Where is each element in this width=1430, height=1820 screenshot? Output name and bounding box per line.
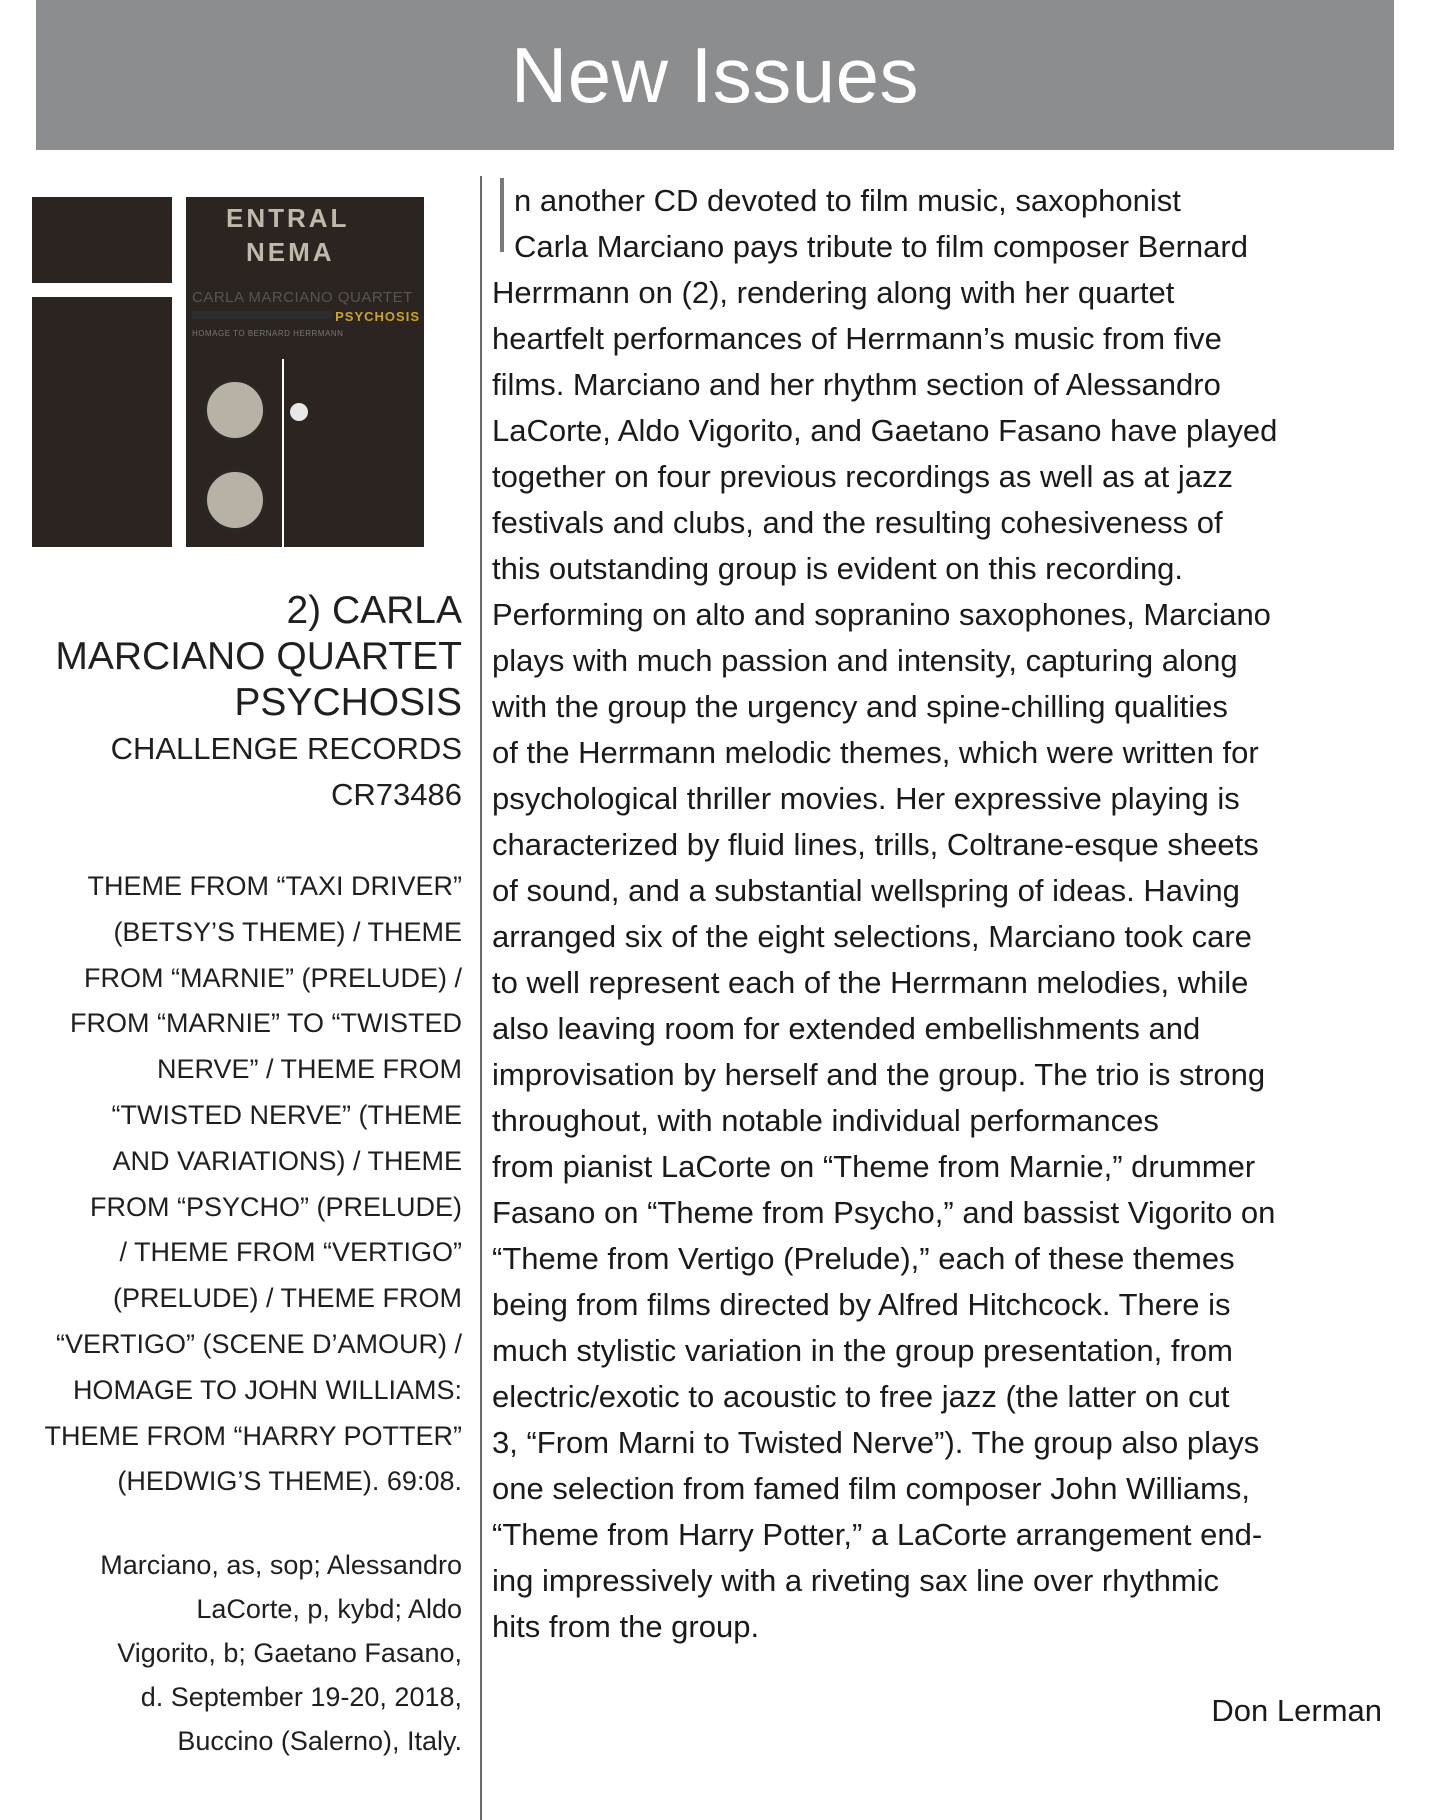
review-line: Fasano on “Theme from Psycho,” and bassist Vigorito on [492, 1195, 1276, 1230]
review-line: films. Marciano and her rhythm section of Alessandro [492, 367, 1221, 402]
column-divider [480, 176, 482, 1820]
review-line: psychological thriller movies. Her expressive playing is [492, 781, 1240, 816]
cover-title-block [186, 283, 424, 359]
cover-cinema-sign-image [186, 197, 424, 283]
review-line: ing impressively with a riveting sax line over rhythmic [492, 1563, 1220, 1598]
page-header [36, 0, 1394, 150]
review-line: “Theme from Harry Potter,” a LaCorte arrangement end- [492, 1517, 1263, 1552]
review-line: being from films directed by Alfred Hitchcock. There is [492, 1287, 1231, 1322]
review-line: one selection from famed film composer John Williams, [492, 1471, 1251, 1506]
review-line: 3, “From Marni to Twisted Nerve”). The group also plays [492, 1425, 1260, 1460]
personnel: Marciano, as, sop; Alessandro LaCorte, p, kybd; Aldo Vigorito, b; Gaetano Fasano, d. September 19-20, 2018, Buccino (Salerno), Italy. [100, 1550, 462, 1756]
review-line: plays with much passion and intensity, capturing along [492, 643, 1238, 678]
review-line: “Theme from Vertigo (Prelude),” each of these themes [492, 1241, 1235, 1276]
track-list: THEME FROM “TAXI DRIVER” (BETSY’S THEME) / THEME FROM “MARNIE” (PRELUDE) / FROM “MARNIE” TO “TWISTED NERVE” / THEME FROM “TWISTED NERVE” (THEME AND VARIATIONS) / THEME FROM “PSYCHO” (PRELUDE) / THEME FROM “VERTIGO” (PRELUDE) / THEME FROM “VERTIGO” (SCENE D’AMOUR) / HOMAGE TO JOHN WILLIAMS: THEME FROM “HARRY POTTER” (HEDWIG’S THEME). 69:08. [44, 871, 462, 1497]
cover-neon-sign: ENTRAL NEMA [226, 203, 350, 267]
review-line: with the group the urgency and spine-chilling qualities [492, 689, 1228, 724]
review-line: this outstanding group is evident on this recording. [492, 551, 1184, 586]
review-line: Carla Marciano pays tribute to film composer Bernard [514, 229, 1248, 264]
review-line: to well represent each of the Herrmann melodies, while [492, 965, 1249, 1000]
review-line: much stylistic variation in the group presentation, from [492, 1333, 1233, 1368]
review-line: together on four previous recordings as well as at jazz [492, 459, 1233, 494]
review-line: festivals and clubs, and the resulting cohesiveness of [492, 505, 1223, 540]
page-title: New Issues [510, 31, 920, 119]
album-cover [28, 197, 428, 547]
review-line: arranged six of the eight selections, Marciano took care [492, 919, 1252, 954]
label-logo-icon [290, 403, 308, 421]
review-author: Don Lerman [1211, 1693, 1382, 1728]
tape-reel-icon [204, 379, 266, 441]
review-line: hits from the group. [492, 1609, 760, 1644]
review-line: LaCorte, Aldo Vigorito, and Gaetano Fasano have played [492, 413, 1278, 448]
review-line: from pianist LaCorte on “Theme from Marnie,” drummer [492, 1149, 1256, 1184]
cover-city-lights-image [32, 197, 172, 283]
record-label: CHALLENGE RECORDS CR73486 [110, 731, 462, 812]
review-body [492, 178, 1392, 1650]
review-line: of sound, and a substantial wellspring of ideas. Having [492, 873, 1240, 908]
review-line: n another CD devoted to film music, saxophonist [514, 183, 1181, 218]
review-line: heartfelt performances of Herrmann’s music from five [492, 321, 1222, 356]
review-line: characterized by fluid lines, trills, Coltrane-esque sheets [492, 827, 1259, 862]
review-line: also leaving room for extended embellishments and [492, 1011, 1201, 1046]
review-line: improvisation by herself and the group. The trio is strong [492, 1057, 1266, 1092]
tape-reel-icon [204, 469, 266, 531]
cover-saxophonist-image [32, 297, 172, 547]
review-line: Performing on alto and sopranino saxophones, Marciano [492, 597, 1271, 632]
cover-band-name: CARLA MARCIANO QUARTET [192, 289, 413, 306]
review-line: electric/exotic to acoustic to free jazz (the latter on cut [492, 1379, 1230, 1414]
cover-night-street-image [284, 359, 424, 547]
cover-album-name: PSYCHOSIS [335, 309, 420, 324]
cover-tape-reel-image [186, 359, 282, 547]
review-line: throughout, with notable individual performances [492, 1103, 1159, 1138]
album-title: 2) CARLA MARCIANO QUARTET PSYCHOSIS [55, 589, 462, 724]
review-line: of the Herrmann melodic themes, which were written for [492, 735, 1259, 770]
review-line: Herrmann on (2), rendering along with her quartet [492, 275, 1175, 310]
cover-title-bar [192, 311, 332, 319]
cover-subtitle: HOMAGE TO BERNARD HERRMANN [192, 329, 344, 338]
